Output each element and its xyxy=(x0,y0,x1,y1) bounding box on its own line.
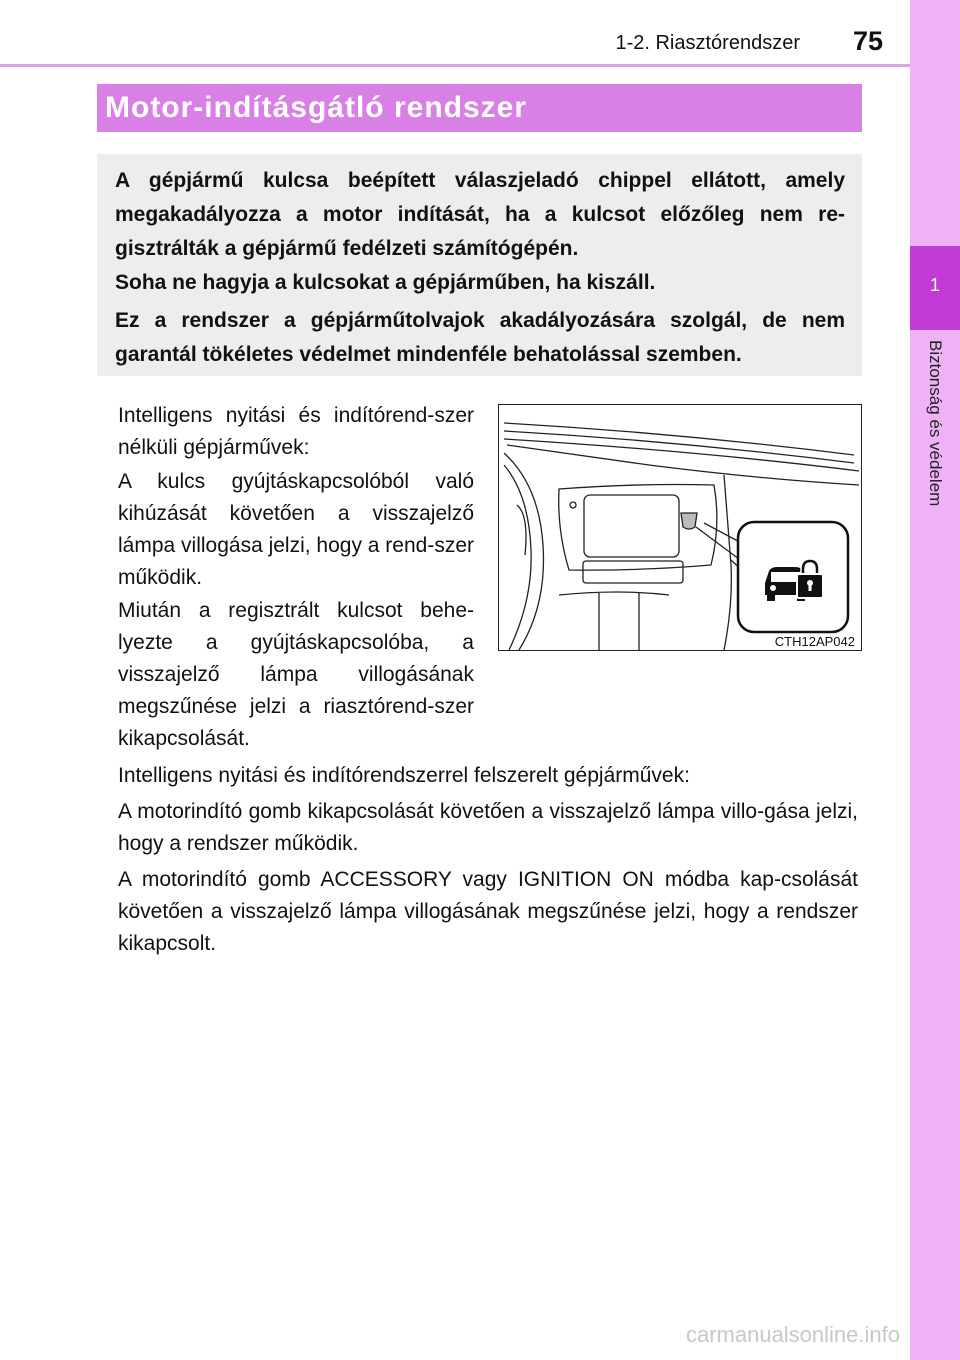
intro-box xyxy=(97,154,862,376)
body-paragraph: Miután a regisztrált kulcsot behe-lyezte a gyújtáskapcsolóba, a visszajelző lámpa villogásának megszűnése jelzi a riasztórend-szer kikapcsolását. xyxy=(118,599,474,750)
section-title: Motor-indításgátló rendszer xyxy=(105,91,528,124)
intro-paragraph: A gépjármű kulcsa beépített válaszjeladó chippel ellátott, amely megakadályozza a motor indítását, ha a kulcsot előzőleg nem re-gisztrálták a gépjármű fedélzeti számítógépén. xyxy=(115,169,845,260)
chapter-side-tab xyxy=(910,0,960,1360)
body-paragraph: A motorindító gomb kikapcsolását követően a visszajelző lámpa villo-gása jelzi, hogy a rendszer működik. xyxy=(118,800,858,855)
intro-paragraph: Soha ne hagyja a kulcsokat a gépjárműben, ha kiszáll. xyxy=(115,271,656,294)
section-title-bar xyxy=(97,84,862,132)
watermark: carmanualsonline.info xyxy=(685,1322,900,1347)
body-paragraph: A motorindító gomb ACCESSORY vagy IGNITION ON módba kap-csolását követően a visszajelző lámpa villogásának megszűnése jelzi, hogy a rendszer kikapcsolt. xyxy=(118,868,858,955)
figure-code: CTH12AP042 xyxy=(774,634,855,649)
dashboard-illustration xyxy=(498,404,862,651)
body-paragraph: A kulcs gyújtáskapcsolóból való kihúzását követően a visszajelző lámpa villogása jelzi, hogy a rend-szer működik. xyxy=(118,470,475,589)
header-section-title: 1-2. Riasztórendszer xyxy=(615,32,800,54)
header-divider xyxy=(0,64,910,67)
chapter-number: 1 xyxy=(929,275,940,295)
chapter-label: Biztonság és védelem xyxy=(926,340,945,507)
intro-paragraph: Ez a rendszer a gépjárműtolvajok akadályozására szolgál, de nem garantál tökéletes védelmet mindenféle behatolással szemben. xyxy=(115,309,845,366)
body-paragraph: Intelligens nyitási és indítórend-szer nélküli gépjárművek: xyxy=(118,404,474,459)
body-paragraph: Intelligens nyitási és indítórendszerrel felszerelt gépjárművek: xyxy=(118,764,690,787)
page-number: 75 xyxy=(852,26,884,56)
